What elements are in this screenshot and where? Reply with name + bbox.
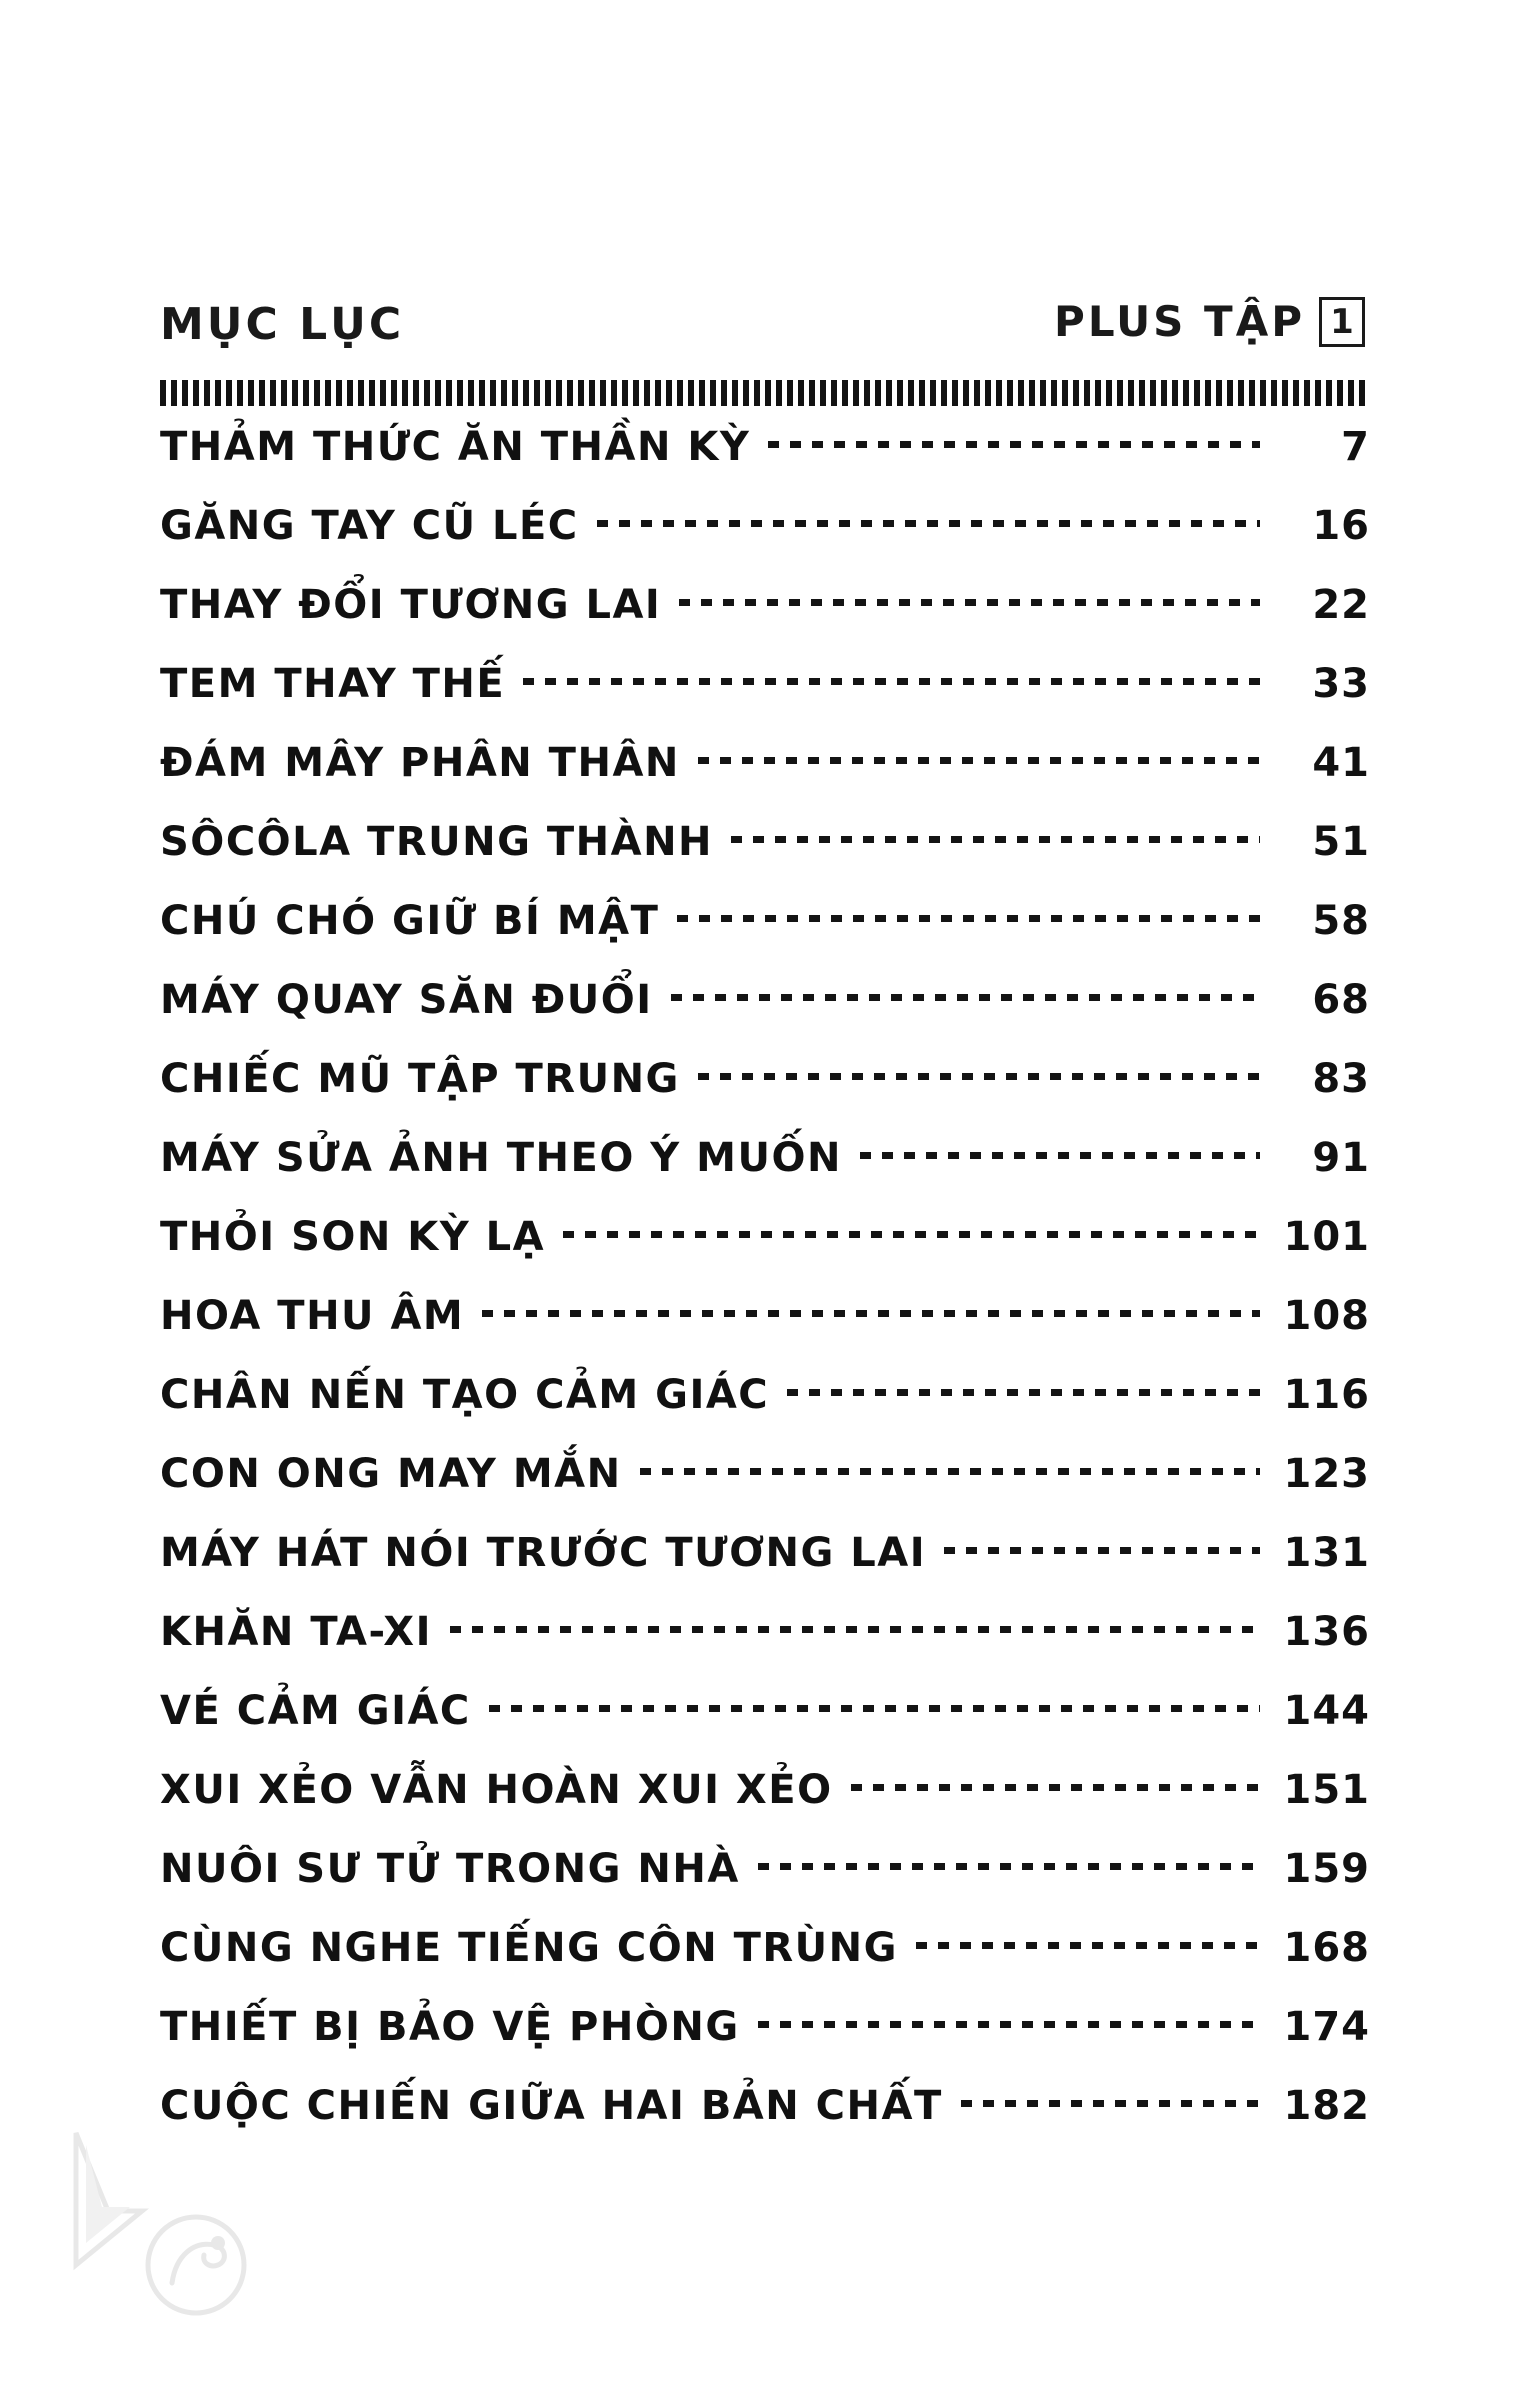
toc-entry-page-number: 51 — [1312, 819, 1370, 865]
toc-entry-leader — [698, 1052, 1266, 1092]
toc-entry-page-number: 16 — [1312, 503, 1370, 549]
toc-entry[interactable] — [160, 420, 1370, 499]
toc-entry-page-number: 116 — [1283, 1372, 1370, 1418]
toc-entry-page-number: 182 — [1283, 2083, 1370, 2129]
toc-entry-page-number: 136 — [1283, 1609, 1370, 1655]
toc-entry-page-number: 151 — [1283, 1767, 1370, 1813]
toc-entry-title: CHÂN NẾN TẠO CẢM GIÁC — [160, 1372, 770, 1418]
toc-entry-page-number: 68 — [1312, 977, 1370, 1023]
page-title: MỤC LỤC — [160, 299, 405, 350]
toc-entry-leader — [731, 815, 1266, 855]
toc-entry-leader — [563, 1210, 1266, 1250]
toc-entry-page-number: 144 — [1283, 1688, 1370, 1734]
toc-entry[interactable] — [160, 2000, 1370, 2079]
toc-entry-page-number: 101 — [1283, 1214, 1370, 1260]
toc-entry-title: MÁY SỬA ẢNH THEO Ý MUỐN — [160, 1135, 842, 1181]
toc-entry-page-number: 174 — [1283, 2004, 1370, 2050]
toc-entry[interactable] — [160, 1763, 1370, 1842]
toc-entry-title: THIẾT BỊ BẢO VỆ PHÒNG — [160, 2004, 740, 2050]
toc-entry-page-number: 131 — [1283, 1530, 1370, 1576]
toc-entry-leader — [768, 420, 1266, 460]
toc-entry-title: CHÚ CHÓ GIỮ BÍ MẬT — [160, 898, 660, 944]
toc-entry-page-number: 41 — [1312, 740, 1370, 786]
toc-entry[interactable] — [160, 1842, 1370, 1921]
toc-entry-title: MÁY QUAY SĂN ĐUỔI — [160, 977, 653, 1023]
publisher-logo-watermark — [68, 2115, 278, 2325]
toc-entry-page-number: 58 — [1312, 898, 1370, 944]
toc-entry-leader — [677, 894, 1266, 934]
toc-entry[interactable] — [160, 1289, 1370, 1368]
toc-entry[interactable] — [160, 1052, 1370, 1131]
toc-entry-title: HOA THU ÂM — [160, 1293, 465, 1339]
toc-entry-page-number: 91 — [1312, 1135, 1370, 1181]
toc-entry[interactable] — [160, 1447, 1370, 1526]
toc-entry-leader — [523, 657, 1266, 697]
toc-entry[interactable] — [160, 1526, 1370, 1605]
toc-entry[interactable] — [160, 2079, 1370, 2158]
toc-entry-title: ĐÁM MÂY PHÂN THÂN — [160, 740, 680, 786]
toc-entry[interactable] — [160, 1605, 1370, 1684]
toc-entry-leader — [916, 1921, 1266, 1961]
volume-indicator — [1054, 297, 1365, 347]
toc-entry[interactable] — [160, 1210, 1370, 1289]
toc-entry-title: THAY ĐỔI TƯƠNG LAI — [160, 582, 662, 628]
toc-entry-title: MÁY HÁT NÓI TRƯỚC TƯƠNG LAI — [160, 1530, 927, 1576]
toc-entry[interactable] — [160, 1368, 1370, 1447]
header-divider-bar — [160, 380, 1365, 406]
toc-entry-page-number: 22 — [1312, 582, 1370, 628]
toc-entry-leader — [450, 1605, 1266, 1645]
toc-entry-title: CON ONG MAY MẮN — [160, 1451, 622, 1497]
toc-entry-page-number: 123 — [1283, 1451, 1370, 1497]
toc-entry-title: GĂNG TAY CŨ LÉC — [160, 503, 579, 549]
toc-entry[interactable] — [160, 973, 1370, 1052]
toc-entry-leader — [597, 499, 1266, 539]
toc-entry-leader — [671, 973, 1266, 1013]
toc-entry-leader — [851, 1763, 1266, 1803]
toc-entry[interactable] — [160, 578, 1370, 657]
toc-entry-title: XUI XẺO VẪN HOÀN XUI XẺO — [160, 1767, 833, 1813]
volume-label: PLUS TẬP — [1054, 297, 1305, 346]
toc-entry-leader — [489, 1684, 1266, 1724]
toc-entry-title: CHIẾC MŨ TẬP TRUNG — [160, 1056, 680, 1102]
toc-entry-title: TEM THAY THẾ — [160, 661, 506, 707]
toc-entry-leader — [860, 1131, 1266, 1171]
toc-entry-leader — [944, 1526, 1266, 1566]
toc-entry[interactable] — [160, 1131, 1370, 1210]
toc-entry-title: KHĂN TA-XI — [160, 1609, 433, 1655]
toc-entry-title: CUỘC CHIẾN GIỮA HAI BẢN CHẤT — [160, 2083, 943, 2129]
toc-entry-page-number: 168 — [1283, 1925, 1370, 1971]
toc-entry-page-number: 159 — [1283, 1846, 1370, 1892]
toc-entry-title: SÔCÔLA TRUNG THÀNH — [160, 819, 714, 865]
toc-entry[interactable] — [160, 815, 1370, 894]
toc-entry[interactable] — [160, 894, 1370, 973]
toc-entry[interactable] — [160, 657, 1370, 736]
toc-entry[interactable] — [160, 736, 1370, 815]
toc-entry[interactable] — [160, 1684, 1370, 1763]
toc-entry-page-number: 33 — [1312, 661, 1370, 707]
toc-entry-leader — [758, 1842, 1266, 1882]
volume-number-box: 1 — [1319, 297, 1365, 347]
toc-entry-leader — [961, 2079, 1266, 2119]
toc-entry-title: VÉ CẢM GIÁC — [160, 1688, 471, 1734]
toc-entry-leader — [787, 1368, 1266, 1408]
toc-entry-page-number: 83 — [1312, 1056, 1370, 1102]
toc-entry-leader — [482, 1289, 1266, 1329]
toc-entry-title: NUÔI SƯ TỬ TRONG NHÀ — [160, 1846, 740, 1892]
toc-entry-leader — [640, 1447, 1266, 1487]
toc-entry-leader — [758, 2000, 1266, 2040]
toc-entry-title: THẢM THỨC ĂN THẦN KỲ — [160, 424, 751, 470]
toc-entry-title: CÙNG NGHE TIẾNG CÔN TRÙNG — [160, 1925, 898, 1971]
toc-entry-page-number: 108 — [1283, 1293, 1370, 1339]
toc-entry[interactable] — [160, 1921, 1370, 2000]
toc-entry-leader — [698, 736, 1266, 776]
table-of-contents — [160, 420, 1370, 2158]
toc-entry-leader — [679, 578, 1266, 618]
toc-entry[interactable] — [160, 499, 1370, 578]
toc-entry-title: THỎI SON KỲ LẠ — [160, 1214, 546, 1260]
page-header — [160, 285, 1365, 350]
toc-entry-page-number: 7 — [1341, 424, 1370, 470]
